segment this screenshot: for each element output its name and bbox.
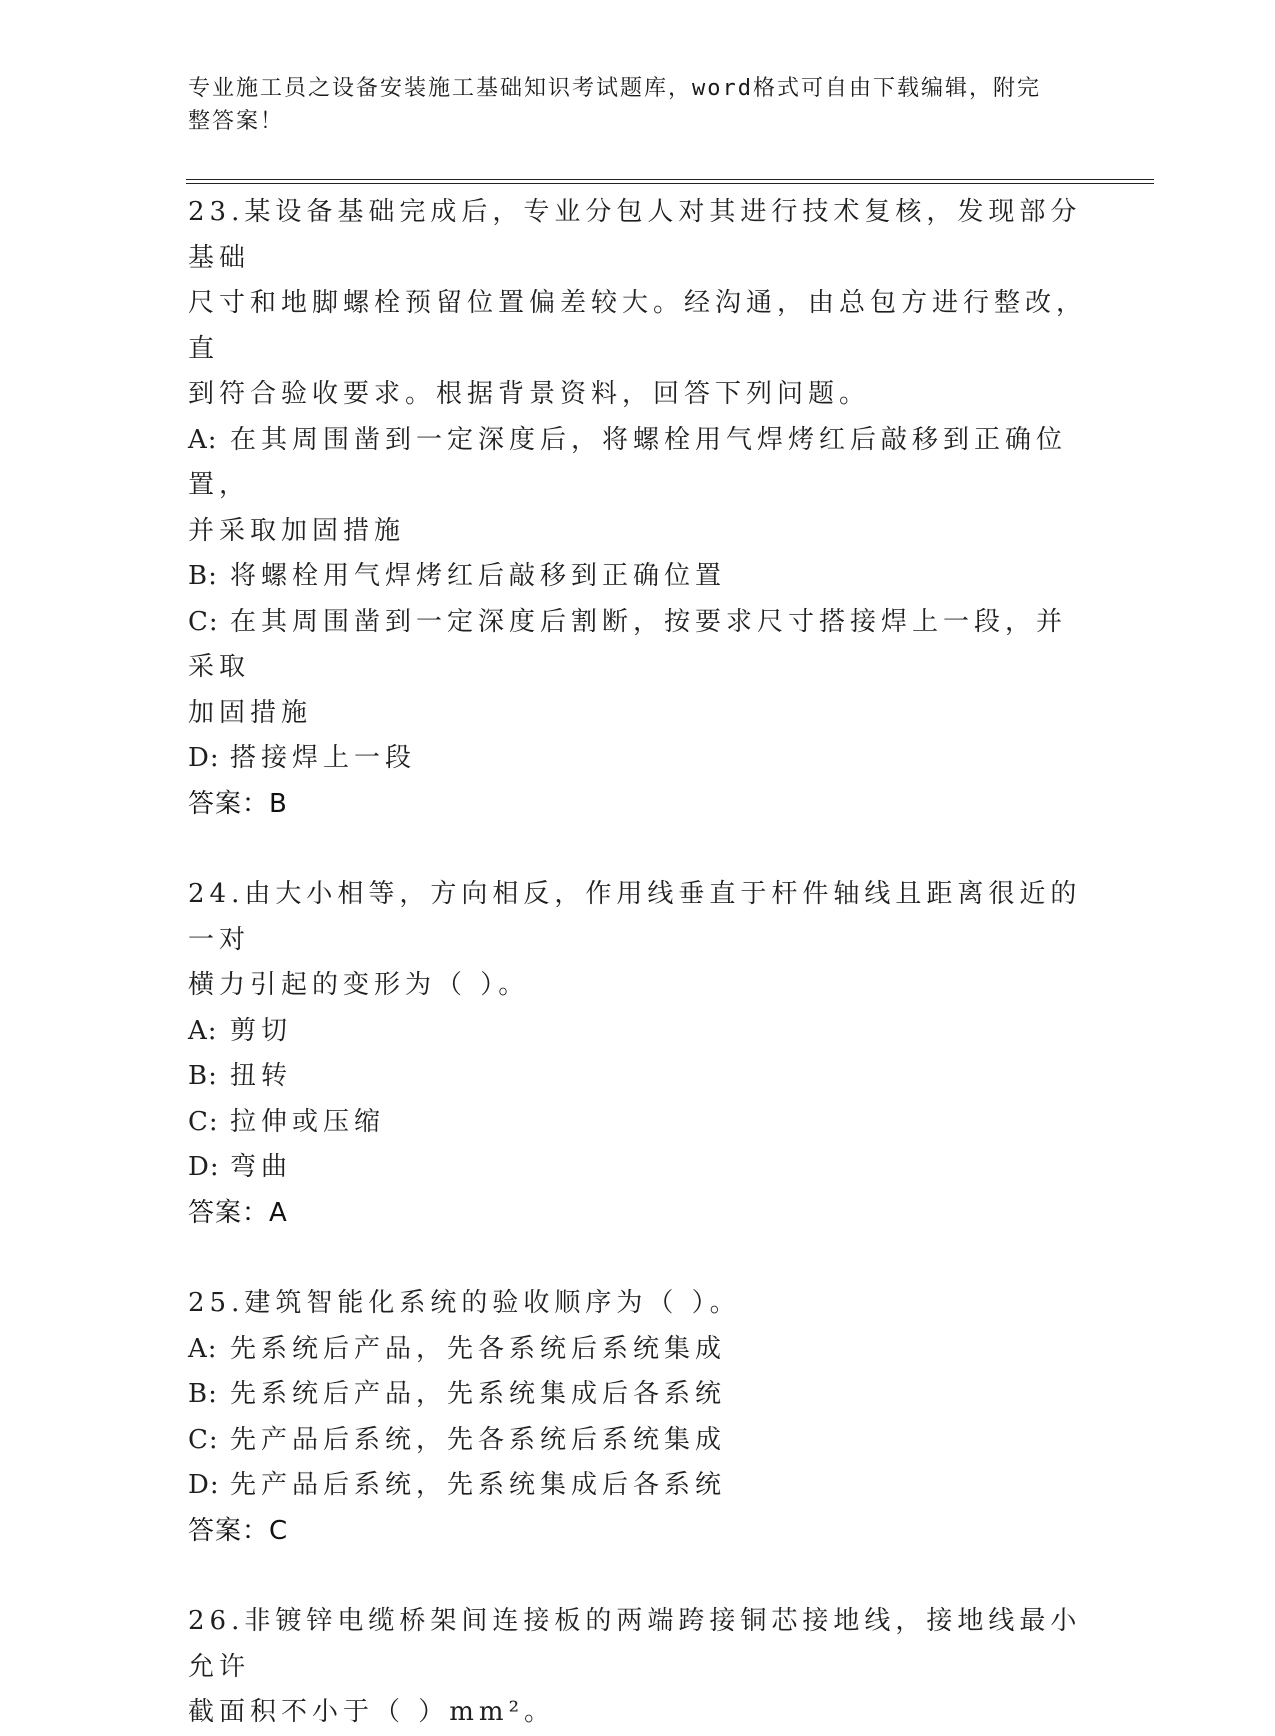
- option-text: 先产品后系统，先各系统后系统集成: [230, 1424, 727, 1455]
- answer-line: 答案：A: [188, 1197, 288, 1228]
- question-stem-line: 24.由大小相等，方向相反，作用线垂直于杆件轴线且距离很近的一对: [188, 879, 1082, 955]
- option-line: [188, 1100, 1088, 1146]
- option-key: A:: [188, 1333, 218, 1364]
- option-line: [188, 1327, 1088, 1373]
- option-line: [188, 1463, 1088, 1509]
- question-stem-line: 26.非镀锌电缆桥架间连接板的两端跨接铜芯接地线，接地线最小允许: [188, 1606, 1082, 1682]
- option-line: [188, 691, 1088, 737]
- option-key: B:: [188, 1061, 218, 1091]
- option-line: [188, 509, 1088, 555]
- option-text: 先系统后产品，先系统集成后各系统: [230, 1379, 727, 1409]
- question-stem-line: 23.某设备基础完成后，专业分包人对其进行技术复核，发现部分基础: [188, 197, 1082, 273]
- option-key: C:: [188, 606, 219, 637]
- header-line-2: 整答案！: [188, 109, 285, 134]
- header-line-1: 专业施工员之设备安装施工基础知识考试题库，word格式可自由下载编辑，附完: [188, 76, 1041, 101]
- question-block: [188, 1599, 1088, 1736]
- question-list: [188, 190, 1088, 1736]
- question-block: [188, 190, 1088, 827]
- option-text: 加固措施: [188, 697, 313, 728]
- option-line: [188, 1372, 1088, 1418]
- option-line: [188, 554, 1088, 600]
- option-key: C:: [188, 1106, 219, 1137]
- option-key: B:: [188, 561, 218, 591]
- question-stem-line: 到符合验收要求。根据背景资料，回答下列问题。: [188, 379, 871, 409]
- option-text: 弯曲: [230, 1152, 293, 1182]
- header-divider-bottom: [186, 183, 1154, 184]
- question-stem-line: 尺寸和地脚螺栓预留位置偏差较大。经沟通，由总包方进行整改，直: [188, 288, 1088, 364]
- option-text: 先系统后产品，先各系统后系统集成: [230, 1333, 727, 1364]
- option-text: 先产品后系统，先系统集成后各系统: [230, 1470, 727, 1500]
- option-line: [188, 736, 1088, 782]
- document-header: [188, 72, 1068, 138]
- option-text: 搭接焊上一段: [230, 743, 417, 773]
- option-line: [188, 600, 1088, 691]
- question-spacer: [188, 1554, 1088, 1599]
- header-divider-top: [186, 179, 1154, 180]
- question-stem-line: 横力引起的变形为（ ）。: [188, 970, 530, 1000]
- answer-line: 答案：C: [188, 1515, 289, 1546]
- option-text: 并采取加固措施: [188, 515, 406, 546]
- option-line: [188, 1418, 1088, 1464]
- answer-line: 答案：B: [188, 788, 288, 819]
- question-block: [188, 1281, 1088, 1554]
- option-text: 扭转: [230, 1061, 293, 1091]
- option-key: C:: [188, 1424, 219, 1455]
- option-text: 剪切: [230, 1015, 293, 1046]
- question-block: [188, 872, 1088, 1236]
- option-line: [188, 418, 1088, 509]
- option-text: 在其周围凿到一定深度后，将螺栓用气焊烤红后敲移到正确位置，: [188, 424, 1068, 500]
- option-key: A:: [188, 424, 218, 455]
- question-stem-line: 25.建筑智能化系统的验收顺序为（ ）。: [188, 1288, 741, 1318]
- option-line: [188, 1145, 1088, 1191]
- question-spacer: [188, 827, 1088, 872]
- option-line: [188, 1054, 1088, 1100]
- option-text: 将螺栓用气焊烤红后敲移到正确位置: [230, 561, 727, 591]
- question-spacer: [188, 1236, 1088, 1281]
- option-text: 拉伸或压缩: [230, 1106, 386, 1137]
- option-key: D:: [188, 743, 220, 773]
- option-line: [188, 1009, 1088, 1055]
- option-text: 在其周围凿到一定深度后割断，按要求尺寸搭接焊上一段，并采取: [188, 606, 1068, 682]
- option-key: A:: [188, 1015, 218, 1046]
- option-key: B:: [188, 1379, 218, 1409]
- option-key: D:: [188, 1470, 220, 1500]
- option-key: D:: [188, 1152, 220, 1182]
- question-stem-line: 截面积不小于（ ）mm²。: [188, 1697, 555, 1727]
